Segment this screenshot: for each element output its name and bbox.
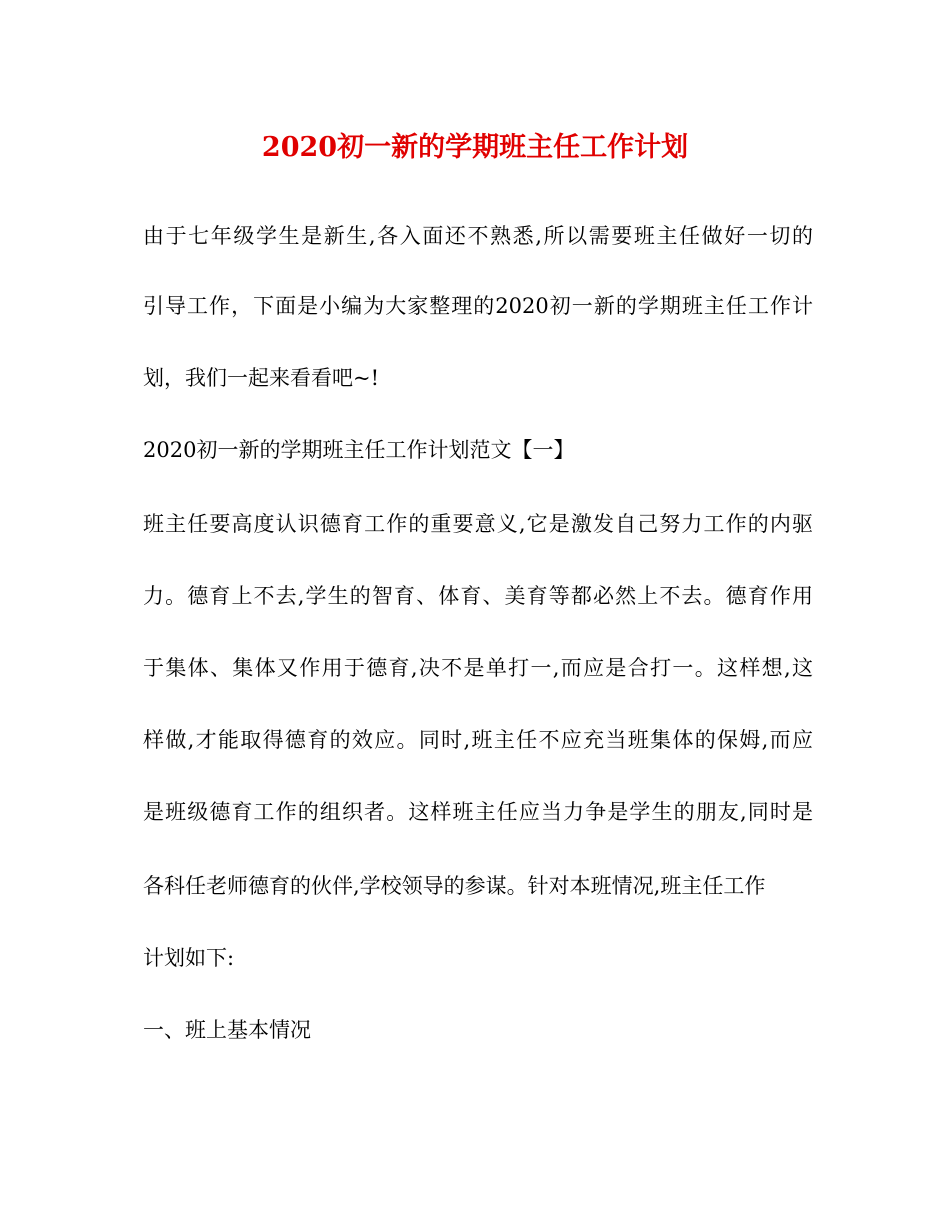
paragraph-line-8: 样做,才能取得德育的效应。同时,班主任不应充当班集体的保姆,而应 [143, 728, 813, 752]
paragraph-line-2: 引导工作，下面是小编为大家整理的2020初一新的学期班主任工作计 [143, 294, 813, 318]
document-title: 2020初一新的学期班主任工作计划 [261, 132, 689, 163]
paragraph-line-9: 是班级德育工作的组织者。这样班主任应当力争是学生的朋友,同时是 [143, 800, 813, 824]
paragraph-line-11: 计划如下: [143, 946, 235, 970]
paragraph-line-6: 力。德育上不去,学生的智育、体育、美育等都必然上不去。德育作用 [143, 584, 813, 608]
section-heading-basic-info: 一、班上基本情况 [143, 1018, 311, 1042]
paragraph-line-10: 各科任老师德育的伙伴,学校领导的参谋。针对本班情况,班主任工作 [143, 874, 766, 898]
paragraph-line-7: 于集体、集体又作用于德育,决不是单打一,而应是合打一。这样想,这 [143, 656, 813, 680]
section-heading-sample-1: 2020初一新的学期班主任工作计划范文【一】 [143, 438, 575, 462]
paragraph-line-3: 划，我们一起来看看吧~! [143, 366, 380, 390]
paragraph-line-1: 由于七年级学生是新生,各入面还不熟悉,所以需要班主任做好一切的 [143, 224, 813, 248]
paragraph-line-5: 班主任要高度认识德育工作的重要意义,它是激发自己努力工作的内驱 [143, 512, 813, 536]
